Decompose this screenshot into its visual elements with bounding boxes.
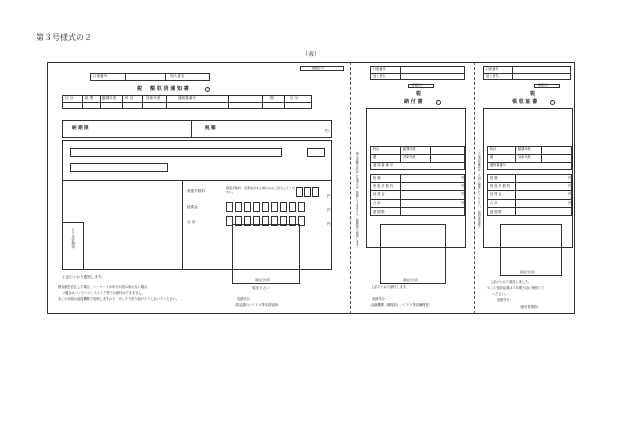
right-yen-2: 円 <box>568 192 572 196</box>
main-digit-grid-delay <box>226 202 326 212</box>
right-tax: 税 <box>530 91 536 97</box>
right-stamp-label: 領収日付印 <box>520 270 536 274</box>
mid-row-a-4: 通 知 書 番 号 <box>373 163 393 167</box>
mid-row-b-3: 合 計 <box>373 201 381 205</box>
side-label: （表） <box>302 51 321 58</box>
main-barcode-box-1 <box>70 148 282 157</box>
main-hdr-6: 期 <box>270 96 274 100</box>
mid-row-a-3: 対象年度 <box>403 155 416 159</box>
main-collector-label: 収納代行： <box>237 297 253 301</box>
main-notice-2: 領を下さい <box>252 286 270 290</box>
main-hdr-7: 区 分 <box>290 96 299 100</box>
right-collector-name: （納付者保管） <box>518 305 541 309</box>
main-note-2: い場合はコンビニエンスストア等での納付はできません。 <box>62 291 145 295</box>
main-fee-yen: 円 <box>327 194 331 198</box>
mid-reg-no: 口座番号 <box>373 67 386 71</box>
right-collector-label: 収納代行： <box>497 298 513 302</box>
main-stamp-box <box>232 224 300 284</box>
mid-row-a-1: 賦課年度 <box>403 147 416 151</box>
main-hdr-5: 通知書番号 <box>178 96 196 100</box>
main-delay-label: 延滞金 <box>187 205 198 209</box>
main-tax: 税 <box>137 86 143 92</box>
right-notice-1: 上記のとおり領収しました。 <box>490 280 532 284</box>
right-row-b-1: 督 促 手 数 料 <box>490 184 510 188</box>
right-yen-1: 円 <box>568 184 572 188</box>
main-amount-yen: 円 <box>325 129 329 133</box>
right-yen-3: 円 <box>568 201 572 205</box>
main-note-box: 督促手数料、延滞金がある場合のみご記入してください。 <box>226 186 296 195</box>
mid-yen-1: 円 <box>461 184 465 188</box>
right-row-a-0: 科目 <box>490 147 497 151</box>
right-row-b-0: 税 額 <box>490 176 498 180</box>
mid-row-b-2: 延 滞 金 <box>373 192 385 196</box>
right-seal-icon <box>550 100 555 105</box>
main-seal-icon <box>205 87 210 92</box>
mid-row-b-1: 督 促 手 数 料 <box>373 184 393 188</box>
main-account-box <box>90 73 210 81</box>
main-member-name: 加入者名 <box>170 74 185 78</box>
main-due-label: 納 期 限 <box>72 126 89 131</box>
mid-stamp-box <box>380 224 446 284</box>
main-hdr-3: 科 目 <box>125 96 134 100</box>
main-hdr-0: 区 分 <box>65 96 74 100</box>
mid-code-label: 課税区分 <box>412 84 423 87</box>
main-note-3: 本この用紙は直接機械で処理しますので、汚したり折り曲げたりしないでください。 <box>58 297 180 301</box>
mid-seal-icon <box>436 100 441 105</box>
main-delay-yen: 円 <box>327 208 331 212</box>
mid-yen-2: 円 <box>461 192 465 196</box>
right-row-a-4: 通知書番号 <box>490 163 506 167</box>
right-row-b-2: 延 滞 金 <box>490 192 502 196</box>
right-title: 領 収 証 書 <box>512 99 538 105</box>
right-row-a-3: 対象年度 <box>518 155 531 159</box>
perforation-1 <box>350 62 351 314</box>
mid-vertical-note: 納入金額を訂正した場合は、取扱いできません。（郵便局で使用します） <box>355 152 360 250</box>
main-title: 額 収 済 通 知 書 <box>150 86 189 92</box>
main-reg-no: 口座番号 <box>93 74 108 78</box>
right-reg-no: 口座番号 <box>486 67 499 71</box>
right-member-name: 加入者名 <box>486 74 499 78</box>
mid-member-name: 加入者名 <box>373 74 386 78</box>
right-yen-0: 円 <box>568 176 572 180</box>
main-barcode-box-2 <box>307 148 325 157</box>
main-total-label: 合 計 <box>187 220 196 224</box>
main-amount-label: 税 額 <box>205 126 216 131</box>
mid-row-a-0: 科目 <box>373 147 380 151</box>
mid-row-a-2: 期 <box>373 155 377 159</box>
main-digit-grid-fee <box>296 187 326 197</box>
main-collector-name: （指定銀行／ＣＶＳ等本部処理） <box>233 303 281 307</box>
main-note-1: 納金額を訂正した場合、バーコードが印字が読み取れない場合、 <box>58 285 151 289</box>
right-code-label: 課税区分 <box>538 84 549 87</box>
mid-collector-label: 収納代行： <box>372 297 388 301</box>
mid-yen-3: 円 <box>461 201 465 205</box>
main-code-label: 課税区分 <box>312 66 325 70</box>
main-barcode-box-3 <box>70 163 168 172</box>
right-stamp-box <box>500 224 562 276</box>
mid-row-b-4: 納 期 限 <box>373 210 385 214</box>
mid-title: 納 付 書 <box>404 99 423 105</box>
mid-yen-0: 円 <box>461 176 465 180</box>
main-fee-label: 督促手数料 <box>187 189 205 193</box>
perforation-2 <box>474 62 475 314</box>
right-row-b-4: 納 期 限 <box>490 210 502 214</box>
mid-stamp-label: 領収日付印 <box>403 278 419 282</box>
main-cvs-label: ＣＶＳ収納用 <box>70 228 75 249</box>
main-total-yen: 円 <box>327 222 331 226</box>
main-hdr-4: 対象年度 <box>146 96 161 100</box>
main-stamp-label: 領収日付印 <box>255 278 271 282</box>
main-hdr-1: 帳 票 <box>85 96 94 100</box>
main-hdr-2: 賦課年度 <box>102 96 117 100</box>
mid-notice: 上記のとおり納付します。 <box>371 285 409 289</box>
right-vertical-note: この領収証書は、大切に保管してください。（納付者保管） <box>477 150 482 230</box>
right-row-a-2: 期 <box>490 155 494 159</box>
right-notice-2: ※この領収証書は５年間大切に保管して <box>487 286 545 290</box>
main-notice-1: 上記のとおり通知します。 <box>62 275 105 279</box>
mid-tax: 税 <box>416 91 422 97</box>
mid-collector-name: （金融機関（郵便局）／ＣＶＳ等店舗保管） <box>368 303 432 307</box>
mid-row-b-0: 税 額 <box>373 176 381 180</box>
right-notice-3: ください。 <box>492 292 508 296</box>
form-number: 第３号様式の２ <box>36 33 92 42</box>
right-row-b-3: 合 計 <box>490 201 498 205</box>
right-row-a-1: 賦課年度 <box>518 147 531 151</box>
